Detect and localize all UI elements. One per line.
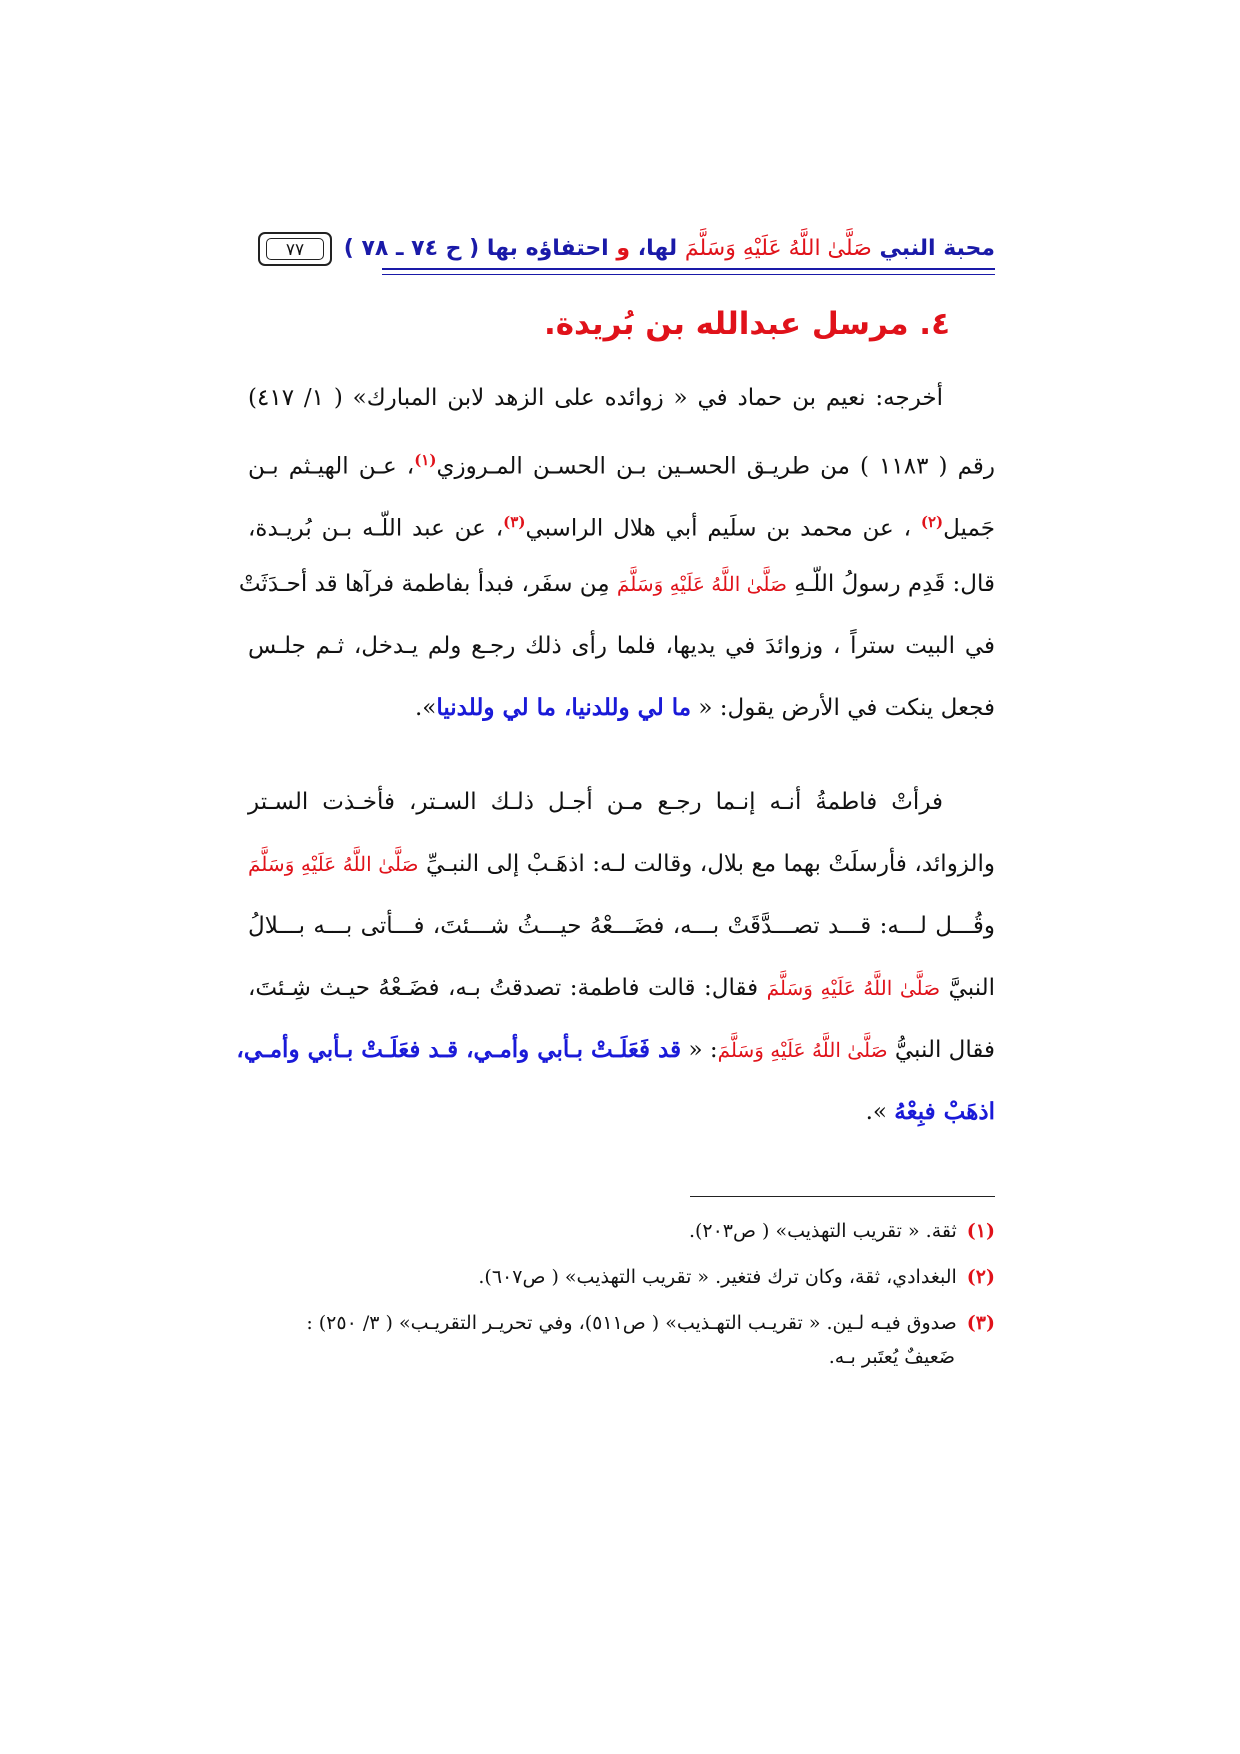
footnote-continuation xyxy=(248,1342,995,1372)
body-line xyxy=(236,1030,995,1070)
body-line xyxy=(248,782,995,822)
header-title-part3: احتفاؤه بها ( ح ٧٤ ـ ٧٨ ) xyxy=(343,236,609,261)
text-run: ، عـن الهيـثم بـن xyxy=(248,453,415,480)
footnote-ref[interactable]: (٣) xyxy=(503,513,526,531)
salla-glyph: صَلَّىٰ اللَّهُ عَلَيْهِ وَسَلَّمَ xyxy=(766,976,941,1000)
footnote-text: ثقة. « تقريب التهذيب» ( ص٢٠٣). xyxy=(688,1220,957,1242)
text-run: ». xyxy=(865,1099,887,1125)
footnote-separator xyxy=(690,1196,995,1197)
text-run: النبيَّ xyxy=(948,975,996,1001)
header-waw: و xyxy=(616,236,631,261)
salla-glyph: صَلَّىٰ اللَّهُ عَلَيْهِ وَسَلَّمَ xyxy=(717,1038,888,1062)
header-title-part2: لها، xyxy=(637,236,678,261)
text-run: : « xyxy=(688,1037,718,1063)
text-run: مِن سفَر، فبدأ بفاطمة فرآها قد أحـدَثَتْ xyxy=(238,571,610,597)
body-line xyxy=(238,564,995,604)
text-run: قال: قَدِم رسولُ اللّـهِ xyxy=(794,571,995,597)
text-run: ». xyxy=(414,695,437,721)
text-run: ، عن عبد اللّـه بـن بُريـدة، xyxy=(248,515,504,542)
footnote-item xyxy=(248,1216,995,1246)
body-line xyxy=(248,968,995,1008)
footnote-text: البغدادي، ثقة، وكان ترك فتغير. « تقريب التهذيب» ( ص٦٠٧). xyxy=(478,1266,957,1288)
footnote-number: (١) xyxy=(966,1220,995,1242)
footnote-ref[interactable]: (٢) xyxy=(920,513,944,531)
text-run: في البيت ستراً ، وزوائدَ في يديها، فلما رأى ذلك رجـع ولم يـدخل، ثـم جلـس xyxy=(248,633,995,659)
text-run: فقال النبيُّ xyxy=(894,1037,995,1063)
body-line xyxy=(248,844,995,884)
footnote-item xyxy=(248,1308,995,1338)
text-run: جَميل xyxy=(943,515,996,542)
running-header xyxy=(258,232,995,272)
text-run: أخرجه: نعيم بن حماد في « زوائده على الزهد لابن المبارك» ( ١/ ٤١٧) xyxy=(248,385,943,411)
body-line xyxy=(248,502,995,542)
text-run: فقال: قالت فاطمة: تصدقتُ بـه، فضَـعْهُ حيـث شِـئتَ، xyxy=(248,975,759,1001)
page-number-badge xyxy=(258,232,332,266)
text-run: رقم ( ١١٨٣ ) من طريـق الحسـين بـن الحسـن المـروزي xyxy=(436,453,995,480)
body-line xyxy=(248,906,995,946)
hadith-quote: ما لي وللدنيا، ما لي وللدنيا xyxy=(436,694,692,721)
footnote-text: ضَعيفٌ يُعتَبر بـه. xyxy=(828,1346,955,1368)
body-line xyxy=(248,378,995,418)
footnote-ref[interactable]: (١) xyxy=(414,451,437,469)
header-title-part1: محبة النبي xyxy=(879,236,995,261)
salla-glyph: صَلَّىٰ اللَّهُ عَلَيْهِ وَسَلَّمَ xyxy=(684,236,872,261)
footnote-number: (٣) xyxy=(966,1312,995,1334)
hadith-quote: قد فَعَلَـتْ بـأبي وأمـي، قـد فعَلَـتْ بـأبي وأمـي، xyxy=(236,1036,682,1063)
text-run: ، عن محمد بن سلَيم أبي هلال الراسبي xyxy=(525,515,921,542)
footnote-item xyxy=(248,1262,995,1292)
body-line xyxy=(248,688,995,728)
text-run: فرأتْ فاطمةُ أنـه إنـما رجـع مـن أجـل ذلـك السـتر، فأخـذت السـتر xyxy=(248,789,943,815)
text-run: فجعل ينكت في الأرض يقول: « xyxy=(698,695,995,721)
text-run: وقُـــل لـــه: قـــد تصـــدَّقَتْ بـــه، فضَـــعْهُ حيـــثُ شـــئتَ، فـــأتى بـــه بـــلالُ xyxy=(248,913,995,939)
section-heading: ٤. مرسل عبدالله بن بُريدة. xyxy=(543,306,950,342)
hadith-quote: اذهَبْ فبِعْهُ xyxy=(894,1098,995,1125)
body-line xyxy=(248,626,995,666)
salla-glyph: صَلَّىٰ اللَّهُ عَلَيْهِ وَسَلَّمَ xyxy=(616,572,787,596)
salla-glyph: صَلَّىٰ اللَّهُ عَلَيْهِ وَسَلَّمَ xyxy=(248,852,419,876)
text-run: والزوائد، فأرسلَتْ بهما مع بلال، وقالت لـه: اذهَـبْ إلى النبـيِّ xyxy=(426,851,996,877)
page-number: ٧٧ xyxy=(266,238,324,260)
footnote-text: صدوق فيـه لـين. « تقريـب التهـذيب» ( ص٥١١)، وفي تحريـر التقريـب» ( ٣/ ٢٥٠) : xyxy=(306,1312,957,1334)
header-rule xyxy=(382,268,995,275)
header-title xyxy=(344,236,995,261)
footnote-number: (٢) xyxy=(966,1266,995,1288)
body-line xyxy=(248,440,995,480)
body-line xyxy=(248,1092,995,1132)
